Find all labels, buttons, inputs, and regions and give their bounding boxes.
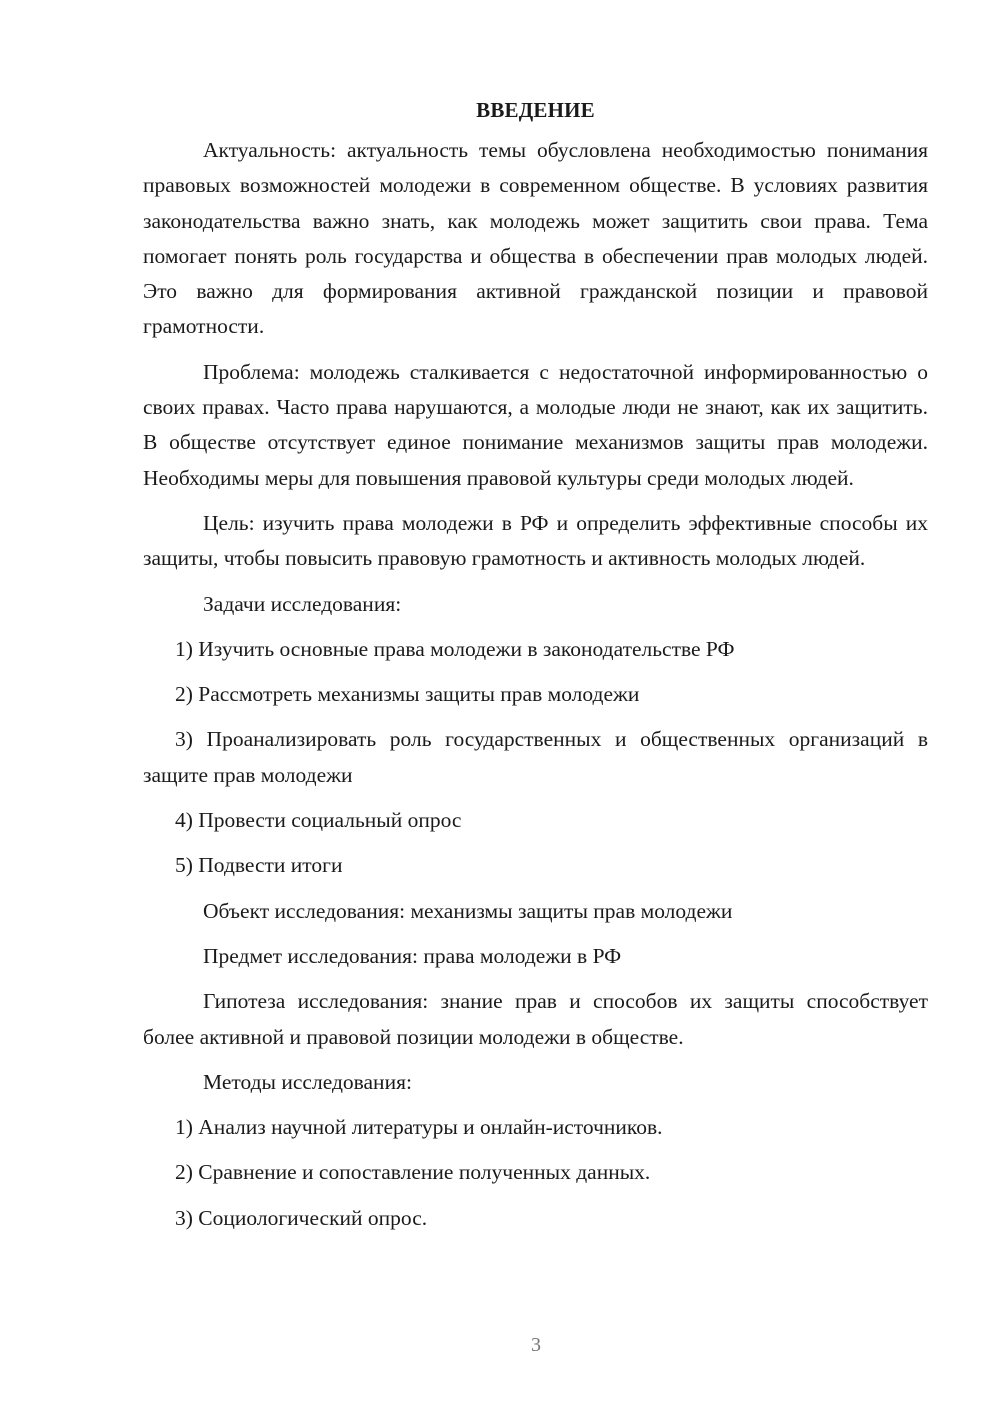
task-item: 4) Провести социальный опрос [175, 808, 462, 833]
task-item: 5) Подвести итоги [175, 853, 343, 878]
tasks-heading: Задачи исследования: [203, 591, 402, 616]
task-item: 1) Изучить основные права молодежи в законодательстве РФ [175, 636, 735, 661]
goal-paragraph: Цель: изучить права молодежи в РФ и определить эффективные способы их защиты, чтобы повысить правовую грамотность и активность молодых людей. [143, 510, 928, 571]
methods-heading: Методы исследования: [203, 1069, 412, 1094]
task-item: 3) Проанализировать роль государственных и общественных организаций в защите прав молодежи [143, 727, 928, 787]
task-item: 2) Рассмотреть механизмы защиты прав молодежи [175, 682, 640, 707]
method-item: 3) Социологический опрос. [175, 1205, 428, 1230]
method-item: 1) Анализ научной литературы и онлайн-источников. [175, 1115, 663, 1140]
relevance-paragraph: Актуальность: актуальность темы обусловлена необходимостью понимания правовых возможностей молодежи в современном обществе. В условиях развития законодательства важно знать, как молодежь может защитить свои права. Тема помогает понять роль государства и общества в обеспечении прав молодых людей. Это важно для формирования активной гражданской позиции и правовой грамотности. [143, 138, 928, 339]
page-number: 3 [531, 1334, 541, 1356]
problem-paragraph: Проблема: молодежь сталкивается с недостаточной информированностью о своих правах. Часто права нарушаются, а молодые люди не знают, как их защитить. В обществе отсутствует единое понимание механизмов защиты прав молодежи. Необходимы меры для повышения правовой культуры среди молодых людей. [143, 359, 928, 490]
method-item: 2) Сравнение и сопоставление полученных данных. [175, 1160, 651, 1185]
page-title: ВВЕДЕНИЕ [476, 98, 595, 122]
page-content [143, 95, 928, 1246]
research-subject: Предмет исследования: права молодежи в РФ [203, 943, 622, 968]
research-object: Объект исследования: механизмы защиты прав молодежи [203, 898, 733, 923]
research-hypothesis: Гипотеза исследования: знание прав и способов их защиты способствует более активной и правовой позиции молодежи в обществе. [143, 989, 928, 1049]
